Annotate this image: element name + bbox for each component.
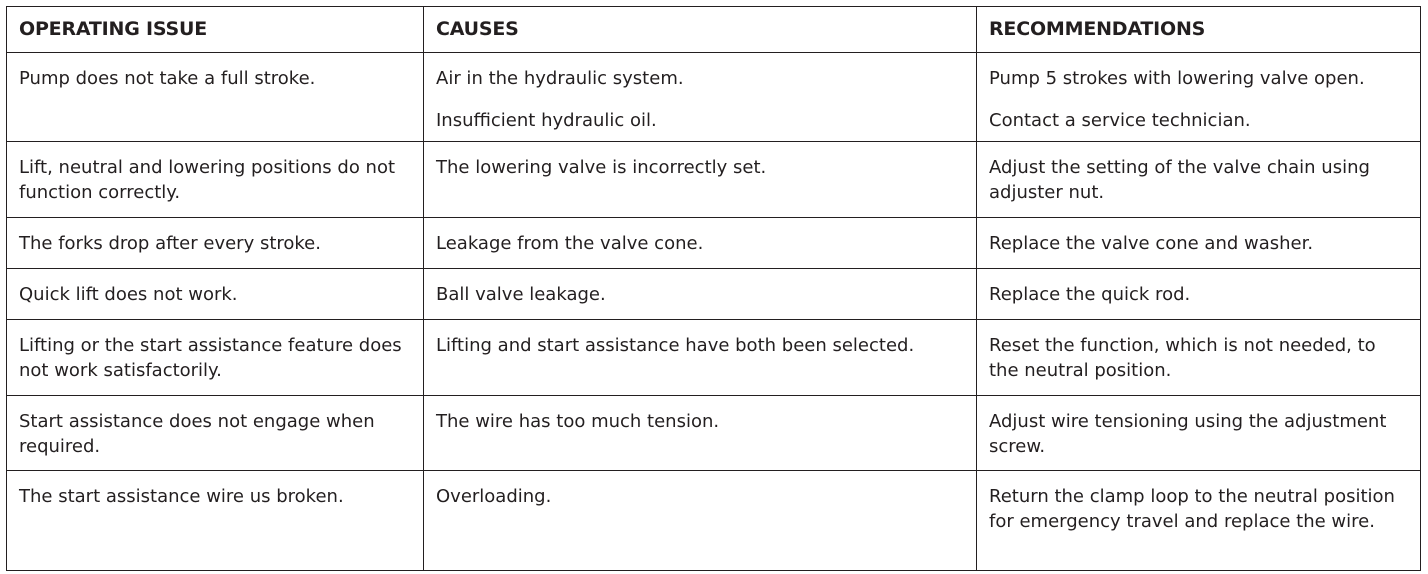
- issue-cell: The start assistance wire us broken.: [7, 471, 424, 571]
- recommendation-text: Contact a service technician.: [989, 110, 1251, 131]
- cause-text: Lifting and start assistance have both been selected.: [436, 335, 915, 356]
- recommendations-cell: [977, 320, 1421, 396]
- recommendations-cell: [977, 53, 1421, 142]
- recommendation-text: Adjust wire tensioning using the adjustment screw.: [989, 411, 1387, 457]
- causes-cell: [424, 269, 977, 320]
- cause-text: Insufficient hydraulic oil.: [436, 110, 657, 131]
- recommendation-text: Replace the valve cone and washer.: [989, 233, 1314, 254]
- header-recommendations: RECOMMENDATIONS: [977, 7, 1421, 53]
- causes-cell: [424, 396, 977, 471]
- header-row: [7, 7, 1421, 53]
- table-row: [7, 218, 1421, 269]
- troubleshooting-table: [6, 6, 1421, 571]
- cause-text: Leakage from the valve cone.: [436, 233, 704, 254]
- recommendation-text: Pump 5 strokes with lowering valve open.: [989, 68, 1365, 89]
- cause-text: Ball valve leakage.: [436, 284, 606, 305]
- recommendation-text: Replace the quick rod.: [989, 284, 1191, 305]
- cause-text: The wire has too much tension.: [436, 411, 720, 432]
- causes-cell: [424, 218, 977, 269]
- recommendation-text: Return the clamp loop to the neutral position for emergency travel and replace the wire.: [989, 486, 1395, 532]
- header-operating-issue: OPERATING ISSUE: [7, 7, 424, 53]
- header-causes: CAUSES: [424, 7, 977, 53]
- causes-cell: [424, 53, 977, 142]
- table-row: [7, 320, 1421, 396]
- cause-text: Air in the hydraulic system.: [436, 68, 684, 89]
- recommendation-text: Reset the function, which is not needed, to the neutral position.: [989, 335, 1376, 381]
- recommendation-text: Adjust the setting of the valve chain using adjuster nut.: [989, 157, 1370, 203]
- causes-cell: [424, 142, 977, 218]
- issue-cell: Pump does not take a full stroke.: [7, 53, 424, 142]
- issue-cell: Start assistance does not engage when required.: [7, 396, 424, 471]
- issue-cell: Lifting or the start assistance feature does not work satisfactorily.: [7, 320, 424, 396]
- table-row: [7, 471, 1421, 571]
- recommendations-cell: [977, 142, 1421, 218]
- recommendations-cell: [977, 218, 1421, 269]
- cause-text: Overloading.: [436, 486, 552, 507]
- recommendations-cell: [977, 396, 1421, 471]
- table-row: [7, 53, 1421, 142]
- issue-cell: The forks drop after every stroke.: [7, 218, 424, 269]
- causes-cell: [424, 471, 977, 571]
- table-row: [7, 269, 1421, 320]
- table-row: [7, 142, 1421, 218]
- recommendations-cell: [977, 471, 1421, 571]
- cause-text: The lowering valve is incorrectly set.: [436, 157, 767, 178]
- recommendations-cell: [977, 269, 1421, 320]
- issue-cell: Quick lift does not work.: [7, 269, 424, 320]
- issue-cell: Lift, neutral and lowering positions do not function correctly.: [7, 142, 424, 218]
- table-row: [7, 396, 1421, 471]
- causes-cell: [424, 320, 977, 396]
